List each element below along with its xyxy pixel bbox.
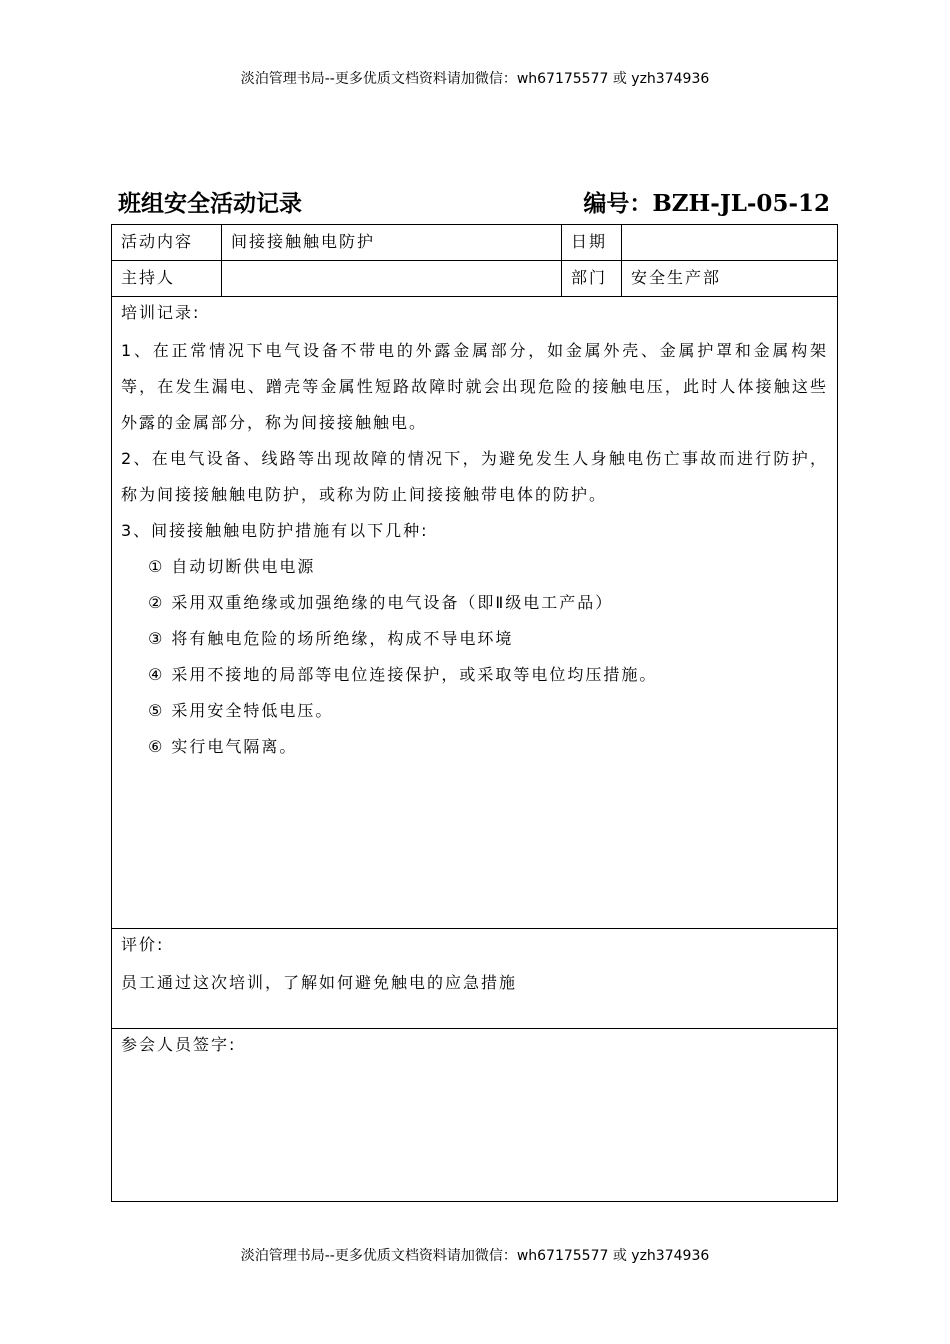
document-number: 编号：BZH-JL-05-12 bbox=[583, 190, 830, 217]
date-label: 日期 bbox=[562, 225, 622, 260]
evaluation-section bbox=[112, 929, 837, 1029]
host-value bbox=[222, 261, 562, 296]
host-label: 主持人 bbox=[112, 261, 222, 296]
measure-item-4: ④ 采用不接地的局部等电位连接保护，或采取等电位均压措施。 bbox=[148, 665, 658, 684]
title-row bbox=[118, 184, 830, 218]
activity-value: 间接接触触电防护 bbox=[222, 225, 562, 260]
training-record-section bbox=[112, 297, 837, 929]
activity-label: 活动内容 bbox=[112, 225, 222, 260]
footer-watermark-note: 淡泊管理书局--更多优质文档资料请加微信：wh67175577 或 yzh374936 bbox=[240, 1248, 710, 1264]
table-row-host bbox=[112, 261, 837, 297]
measure-item-6: ⑥ 实行电气隔离。 bbox=[148, 737, 298, 756]
date-value bbox=[622, 225, 837, 260]
measure-item-1: ① 自动切断供电电源 bbox=[148, 557, 316, 576]
department-label: 部门 bbox=[562, 261, 622, 296]
attendees-signature-label: 参会人员签字: bbox=[121, 1035, 237, 1054]
evaluation-text: 员工通过这次培训，了解如何避免触电的应急措施 bbox=[121, 973, 518, 992]
training-paragraph-2: 2、在电气设备、线路等出现故障的情况下，为避免发生人身触电伤亡事故而进行防护，称为间接接触触电防护，或称为防止间接接触带电体的防护。 bbox=[121, 449, 828, 504]
evaluation-label: 评价: bbox=[121, 935, 165, 954]
measure-item-2: ② 采用双重绝缘或加强绝缘的电气设备（即Ⅱ级电工产品） bbox=[148, 593, 614, 612]
measure-item-3: ③ 将有触电危险的场所绝缘，构成不导电环境 bbox=[148, 629, 514, 648]
measure-item-5: ⑤ 采用安全特低电压。 bbox=[148, 701, 334, 720]
record-body bbox=[112, 297, 837, 1201]
training-paragraph-3: 3、间接接触触电防护措施有以下几种: bbox=[121, 521, 429, 540]
attendees-signature-section bbox=[112, 1029, 837, 1201]
training-record-label: 培训记录: bbox=[121, 303, 201, 322]
document-title: 班组安全活动记录 bbox=[118, 191, 302, 217]
activity-record-table bbox=[111, 224, 838, 1202]
training-paragraph-1: 1、在正常情况下电气设备不带电的外露金属部分，如金属外壳、金属护罩和金属构架等，在发生漏电、蹭壳等金属性短路故障时就会出现危险的接触电压，此时人体接触这些外露的金属部分，称为间接接触触电。 bbox=[121, 341, 828, 432]
department-value: 安全生产部 bbox=[631, 268, 722, 287]
table-row-activity bbox=[112, 225, 837, 261]
header-watermark-note: 淡泊管理书局--更多优质文档资料请加微信：wh67175577 或 yzh374936 bbox=[240, 71, 710, 87]
